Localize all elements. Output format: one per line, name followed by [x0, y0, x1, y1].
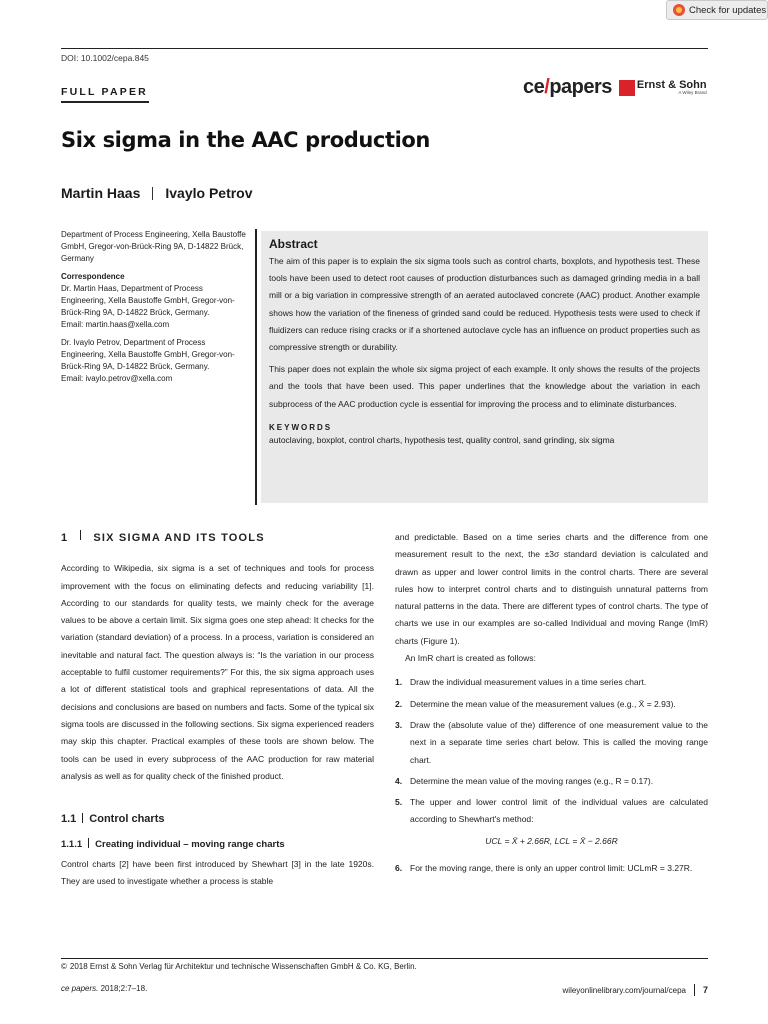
ce-papers-logo: ce/papers	[523, 76, 612, 98]
keywords-heading: KEYWORDS	[269, 422, 333, 432]
list-item: 1. Draw the individual measurement values in a time series chart.	[395, 677, 647, 688]
paper-title: Six sigma in the AAC production	[61, 128, 430, 152]
list-item: 5. The upper and lower control limit of the individual values are calculated according to Shewhart's method:	[395, 797, 708, 825]
copyright-icon: ©	[61, 962, 67, 971]
ernst-sohn-logo: Ernst & Sohn A Wiley Brand	[636, 78, 707, 95]
correspondence-1: Dr. Martin Haas, Department of Process Engineering, Xella Baustoffe GmbH, Gregor-von-Brück-Ring 9A, D-14822 Brück, Germany.	[61, 283, 235, 318]
left-column	[61, 530, 374, 890]
steps-list	[395, 674, 708, 828]
steps-list	[395, 860, 708, 877]
body-paragraph: and predictable. Based on a time series charts and the difference from one measurement result to the next, the ±3σ standard deviation is calculated and drawn as upper and lower control limits in the control charts. There are several rules how to interpret control charts and to distinguish unnatural patterns from natural patterns in the data. There are different types of control charts. The type of charts we use in our examples are so-called Individual and moving Range (ImR) charts (Figure 1).	[395, 532, 708, 646]
correspondence-1-email[interactable]: Email: martin.haas@xella.com	[61, 320, 170, 330]
page-number: 7	[702, 985, 708, 995]
body-paragraph: Control charts [2] have been first introduced by Shewhart [3] in the late 1920s. They are used to investigate whether a process is stable	[61, 858, 374, 887]
subsubsection-heading: 1.1.1 Creating individual – moving range charts	[61, 839, 285, 851]
keywords-list: autoclaving, boxplot, control charts, hypothesis test, quality control, sand grinding, six sigma	[269, 434, 615, 445]
publisher-brand	[523, 76, 707, 99]
ernst-sohn-logo-mark	[619, 80, 635, 96]
list-item: 6. For the moving range, there is only an upper control limit: UCLmR = 3.27R.	[395, 863, 693, 874]
author-list	[61, 185, 253, 201]
list-item: 3. Draw the (absolute value of the) difference of one measurement value to the next in a separate time series chart below. This is called the moving range chart.	[395, 719, 708, 765]
author-name[interactable]: Ivaylo Petrov	[165, 185, 253, 201]
citation: ce papers. 2018;2:7–18.	[61, 984, 148, 993]
crossmark-icon	[673, 4, 685, 16]
list-item: 4. Determine the mean value of the moving ranges (e.g., R = 0.17).	[395, 775, 654, 786]
affiliation-block	[61, 229, 249, 390]
check-for-updates-button[interactable]	[666, 0, 768, 20]
abstract-divider	[255, 229, 257, 505]
abstract-paragraph: This paper does not explain the whole six sigma project of each example. It only shows the results of the projects and the tools that have been used. This paper underlines that the knowledge about the variation in each subprocess of the AAC production cycle is essential for improving the process and to eliminate disturbances.	[269, 364, 700, 409]
body-paragraph: According to Wikipedia, six sigma is a set of techniques and tools for process improvement with the focus on eliminating defects and reducing variability [1]. According to our standards for quality tests, we mainly check for the average values to be above a certain limit. Six sigma goes one step ahead: It checks for the variation (standard deviation) of a process. In a process, variation is considered an inevitable and natural fact. The question always is: “Is the variation in our process acceptable to fulfil customer requirements?” For this, the six sigma approach uses a lot of different statistical tools and graphical representations of data. All the decisions and conclusions are based on numbers and facts. Some of the typical six sigma tools are discussed in the following sections. Six sigma experienced readers may skip this chapter. Practical examples of these tools are shown below. The tools can be used in every subprocess of the AAC production for raw material analysis as well as for quality check of the finished product.	[61, 563, 374, 781]
correspondence-2-email[interactable]: Email: ivaylo.petrov@xella.com	[61, 374, 173, 384]
abstract-paragraph: The aim of this paper is to explain the six sigma tools such as control charts, boxplots, and hypothesis test. These tools have been used to detect root causes of production disturbances such as damaged grinding media in a ball mill or a big variation in compressive strength of an aerated autoclaved concrete (AAC) product. Another example shows how the variation of the fineness of grinded sand could be reduced. Hypothesis tests were used to check if fluidizers can reduce rising cracks or if a shortened autoclave cycle has an influence on product properties such as compressive strength or durability.	[269, 256, 700, 353]
abstract-box	[261, 231, 708, 503]
body-paragraph: An ImR chart is created as follows:	[405, 653, 536, 664]
footer-rule	[61, 958, 708, 959]
header-rule	[61, 48, 708, 49]
right-column	[395, 529, 708, 881]
section-heading: 1 SIX SIGMA AND ITS TOOLS	[61, 532, 265, 544]
journal-url[interactable]: wileyonlinelibrary.com/journal/cepa	[562, 985, 686, 995]
correspondence-2: Dr. Ivaylo Petrov, Department of Process Engineering, Xella Baustoffe GmbH, Gregor-von-Brück-Ring 9A, D-14822 Brück, Germany.	[61, 337, 235, 372]
correspondence-heading: Correspondence	[61, 271, 125, 281]
copyright-notice: © 2018 Ernst & Sohn Verlag für Architektur und technische Wissenschaften GmbH & Co. KG, Berlin.	[61, 962, 417, 971]
doi[interactable]: DOI: 10.1002/cepa.845	[61, 53, 149, 63]
author-name[interactable]: Martin Haas	[61, 185, 141, 201]
subsection-heading: 1.1 Control charts	[61, 813, 165, 826]
footer-separator	[694, 984, 695, 996]
affiliation-dept: Department of Process Engineering, Xella Baustoffe GmbH, Gregor-von-Brück-Ring 9A, D-14822 Brück, Germany	[61, 230, 246, 264]
footer-journal-link	[563, 984, 708, 996]
abstract-heading: Abstract	[269, 237, 318, 251]
paper-type-label: FULL PAPER	[61, 86, 148, 98]
check-for-updates-label: Check for updates	[689, 4, 767, 16]
list-item: 2. Determine the mean value of the measurement values (e.g., X̄ = 2.93).	[395, 698, 676, 709]
control-limit-formula: UCL = X̄ + 2.66R, LCL = X̄ − 2.66R	[485, 835, 618, 846]
author-separator	[152, 187, 153, 200]
paper-type-underline	[61, 101, 149, 103]
